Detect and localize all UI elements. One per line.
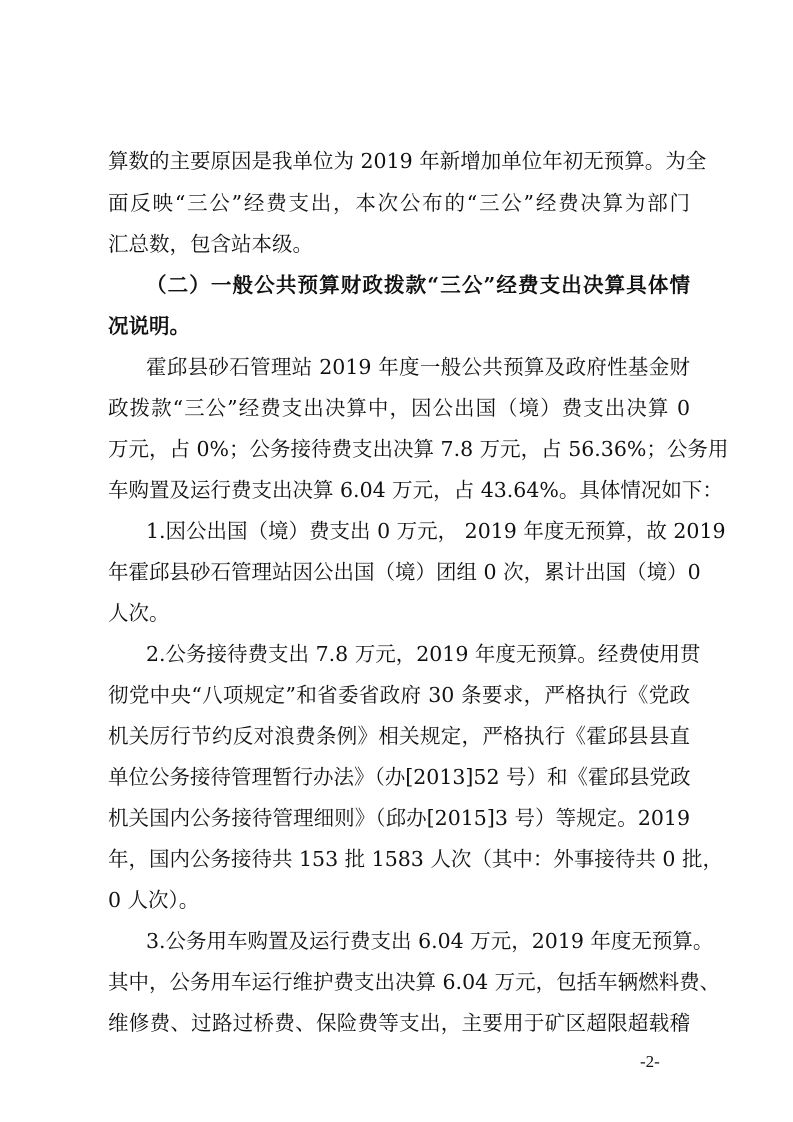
text-line: 单位公务接待管理暂行办法》（办[2013]52 号）和《霍邱县党政 bbox=[108, 765, 691, 789]
list-item-text: 2.公务接待费支出 7.8 万元，2019 年度无预算。经费使用贯 bbox=[146, 642, 701, 666]
text-line: 年，国内公务接待共 153 批 1583 人次（其中：外事接待共 0 批， bbox=[108, 847, 723, 871]
text-line: 年霍邱县砂石管理站因公出国（境）团组 0 次，累计出国（境）0 bbox=[108, 560, 701, 584]
text-line: 算数的主要原因是我单位为 2019 年新增加单位年初无预算。为全 bbox=[108, 149, 707, 173]
list-item-text: 3.公务用车购置及运行费支出 6.04 万元，2019 年度无预算。 bbox=[146, 929, 714, 953]
text-line: 政拨款“三公”经费支出决算中，因公出国（境）费支出决算 0 bbox=[108, 396, 690, 420]
text-line: 汇总数，包含站本级。 bbox=[108, 232, 313, 256]
text-line: 机关国内公务接待管理细则》（邱办[2015]3 号）等规定。2019 bbox=[108, 806, 690, 830]
text-line: 人次。 bbox=[108, 601, 170, 625]
text-line: 机关厉行节约反对浪费条例》相关规定，严格执行《霍邱县县直 bbox=[108, 724, 690, 748]
text-line: 0 人次）。 bbox=[108, 888, 200, 912]
section-heading: （二）一般公共预算财政拨款“三公”经费支出决算具体情 bbox=[146, 273, 690, 297]
text-line: 车购置及运行费支出决算 6.04 万元，占 43.64%。具体情况如下： bbox=[108, 478, 723, 502]
text-line: 彻党中央“八项规定”和省委省政府 30 条要求，严格执行《党政 bbox=[108, 683, 690, 707]
text-line: 万元，占 0%；公务接待费支出决算 7.8 万元，占 56.36%；公务用 bbox=[108, 437, 729, 461]
text-line: 维修费、过路过桥费、保险费等支出，主要用于矿区超限超载稽 bbox=[108, 1011, 690, 1035]
text-line: 霍邱县砂石管理站 2019 年度一般公共预算及政府性基金财 bbox=[146, 355, 690, 379]
list-item-text: 1.因公出国（境）费支出 0 万元， 2019 年度无预算，故 2019 bbox=[146, 519, 726, 543]
section-heading-continued: 况说明。 bbox=[108, 314, 190, 338]
text-line: 面反映“三公”经费支出，本次公布的“三公”经费决算为部门 bbox=[108, 191, 690, 215]
text-line: 其中，公务用车运行维护费支出决算 6.04 万元，包括车辆燃料费、 bbox=[108, 970, 721, 994]
page-number: -2- bbox=[640, 1052, 660, 1071]
